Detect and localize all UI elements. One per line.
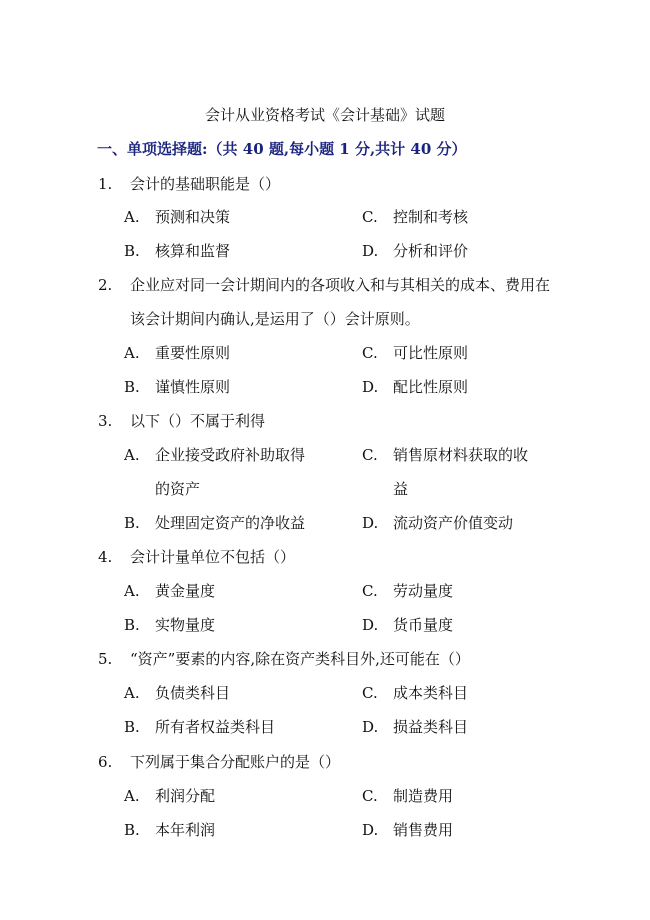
option-letter: B. (124, 718, 140, 736)
option-text: 销售原材料获取的收 (393, 446, 529, 464)
option-text-continued: 益 (393, 480, 409, 498)
option-text: 控制和考核 (393, 208, 469, 226)
option-letter: D. (362, 718, 379, 736)
question-number: 1. (98, 175, 113, 193)
option-text: 劳动量度 (393, 582, 454, 600)
option-text: 成本类科目 (393, 684, 469, 702)
option-letter: C. (362, 208, 378, 226)
option-text: 本年利润 (155, 821, 216, 839)
question-number: 6. (98, 753, 113, 771)
option-letter: B. (124, 616, 140, 634)
question-number: 3. (98, 412, 113, 430)
option-letter: A. (124, 582, 140, 600)
option-letter: C. (362, 446, 378, 464)
option-letter: A. (124, 787, 140, 805)
question-text: 下列属于集合分配账户的是（） (130, 753, 341, 771)
option-text: 流动资产价值变动 (393, 514, 514, 532)
question-text-continued: 该会计期间内确认,是运用了（）会计原则。 (130, 310, 420, 328)
option-letter: C. (362, 344, 378, 362)
question-number: 4. (98, 548, 113, 566)
option-letter: D. (362, 616, 379, 634)
option-text: 负债类科目 (155, 684, 231, 702)
option-letter: C. (362, 787, 378, 805)
question-text: 以下（）不属于利得 (130, 412, 266, 430)
option-text: 谨慎性原则 (155, 378, 231, 396)
option-letter: C. (362, 684, 378, 702)
option-letter: B. (124, 242, 140, 260)
question-text: 企业应对同一会计期间内的各项收入和与其相关的成本、费用在 (130, 276, 551, 294)
option-text: 所有者权益类科目 (155, 718, 276, 736)
option-letter: D. (362, 378, 379, 396)
option-text: 销售费用 (393, 821, 454, 839)
question-text: “资产”要素的内容,除在资产类科目外,还可能在（） (130, 650, 470, 668)
option-text: 分析和评价 (393, 242, 469, 260)
option-letter: B. (124, 514, 140, 532)
option-text: 配比性原则 (393, 378, 469, 396)
section-heading: 一、单项选择题:（共 40 题,每小题 1 分,共计 40 分） (97, 140, 467, 158)
option-text: 损益类科目 (393, 718, 469, 736)
option-letter: A. (124, 208, 140, 226)
option-text: 利润分配 (155, 787, 216, 805)
option-letter: B. (124, 378, 140, 396)
question-number: 2. (98, 276, 113, 294)
option-text: 处理固定资产的净收益 (155, 514, 306, 532)
option-letter: C. (362, 582, 378, 600)
option-letter: D. (362, 242, 379, 260)
option-letter: A. (124, 344, 140, 362)
option-text: 企业接受政府补助取得 (155, 446, 306, 464)
option-text-continued: 的资产 (155, 480, 201, 498)
option-text: 黄金量度 (155, 582, 216, 600)
question-text: 会计计量单位不包括（） (130, 548, 296, 566)
option-text: 预测和决策 (155, 208, 231, 226)
document-title: 会计从业资格考试《会计基础》试题 (204, 106, 445, 124)
option-text: 货币量度 (393, 616, 454, 634)
question-text: 会计的基础职能是（） (130, 175, 281, 193)
question-number: 5. (98, 650, 113, 668)
option-text: 制造费用 (393, 787, 454, 805)
option-letter: D. (362, 514, 379, 532)
option-text: 核算和监督 (155, 242, 231, 260)
option-letter: A. (124, 684, 140, 702)
option-text: 可比性原则 (393, 344, 469, 362)
option-text: 实物量度 (155, 616, 216, 634)
option-letter: A. (124, 446, 140, 464)
option-letter: D. (362, 821, 379, 839)
option-letter: B. (124, 821, 140, 839)
option-text: 重要性原则 (155, 344, 231, 362)
